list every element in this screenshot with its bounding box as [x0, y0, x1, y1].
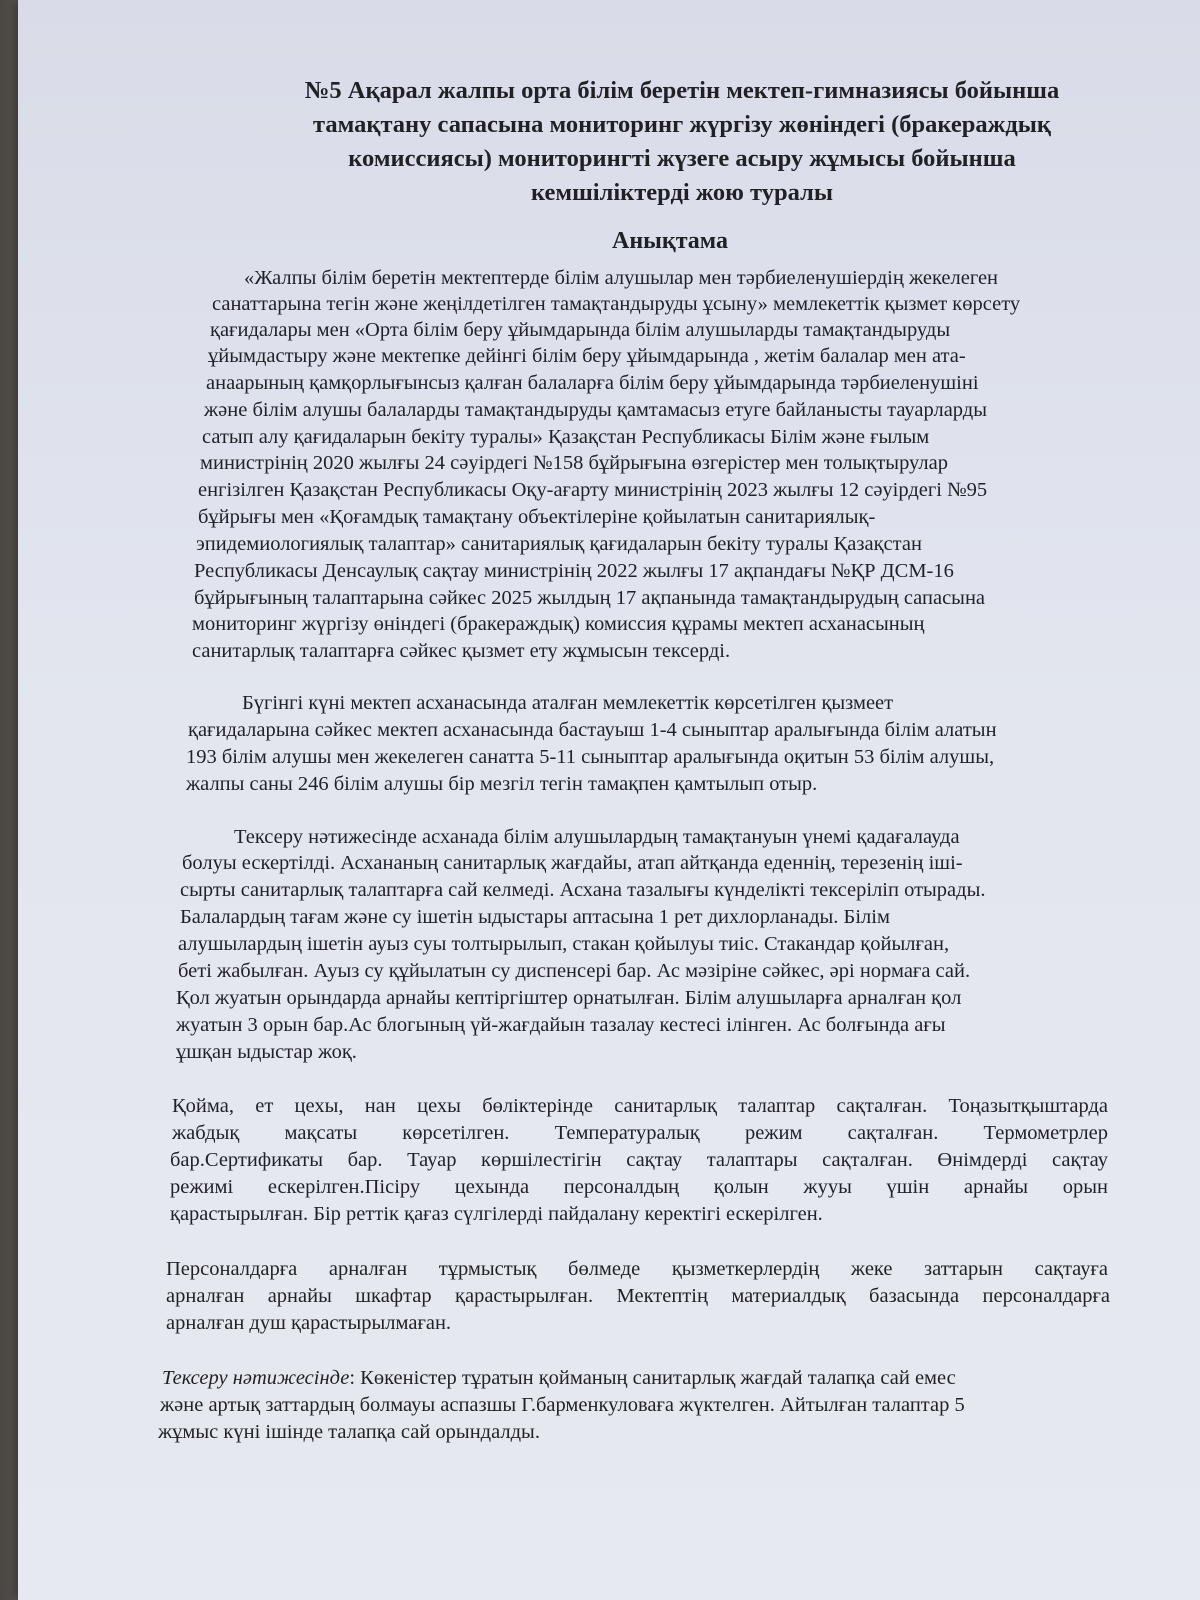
document-title [262, 74, 1102, 210]
paragraph-line: қағидаларына сәйкес мектеп асханасында бастауыш 1-4 сыныптар аралығында білім алатын [188, 719, 997, 741]
paragraph-text: : Көкеністер тұратын қойманың санитарлық жағдай талапқа сай емес [349, 1367, 956, 1389]
paragraph-line: және артық заттардың болмауы аспазшы Г.барменкуловаға жүктелген. Айтылған талаптар 5 [160, 1394, 965, 1416]
paragraph-line: енгізілген Қазақстан Республикасы Оқу-ағарту министрінің 2023 жылғы 12 сәуірдегі №95 [198, 479, 988, 501]
paragraph-line: ұйымдастыру және мектепке дейінгі білім беру ұйымдарында , жетім балалар мен ата- [208, 345, 966, 367]
paragraph-line: жалпы саны 246 білім алушы бір мезгіл тегін тамақпен қамтылып отыр. [186, 773, 818, 795]
paragraph-line: Тексеру нәтижесінде асханада білім алушылардың тамақтануын үнемі қадағалауда [234, 826, 960, 848]
paragraph-line: алушылардың ішетін ауыз суы толтырылып, стакан қойылуы тиіс. Стакандар қойылған, [178, 933, 950, 955]
paragraph-line: санаттарына тегін және жеңілдетілген тамақтандыруды ұсыну» мемлекеттік қызмет көрсету [212, 293, 1021, 315]
paragraph-line: беті жабылған. Ауыз су құйылатын су диспенсері бар. Ас мәзіріне сәйкес, әрі нормаға сай. [178, 960, 971, 982]
paragraph-line: Бүгінгі күні мектеп асханасында аталған мемлекеттік көрсетілген қызмеет [242, 692, 894, 714]
paragraph-line: бұйрығы мен «Қоғамдық тамақтану объектілеріне қойылатын санитариялық- [198, 506, 876, 528]
title-line: комиссиясы) мониторингті жүзеге асыру жұмысы бойынша [348, 145, 1016, 172]
paragraph-line: министрінің 2020 жылғы 24 сәуірдегі №158 бұйрығына өзгерістер мен толықтырулар [200, 452, 948, 474]
paragraph-line: арналған арнайы шкафтар қарастырылған. Мектептің материалдық базасында персоналдарға [166, 1285, 1110, 1307]
paragraph-line: болуы ескертілді. Асхананың санитарлық жағдайы, атап айтқанда еденнің, терезенің іші- [182, 852, 963, 874]
paragraph-line: бар.Сертификаты бар. Тауар көршілестігін сақтау талаптары сақталған. Өнімдерді сақтау [170, 1149, 1108, 1171]
paragraph-line: режимі ескерілген.Пісіру цехында персоналдың қолын жууы үшін арнайы орын [170, 1176, 1108, 1198]
paragraph-line: эпидемиологиялық талаптар» санитариялық қағидаларын бекіту туралы Қазақстан [196, 533, 922, 555]
paragraph-line: санитарлық талаптарға сәйкес қызмет ету жұмысын тексерді. [192, 640, 731, 662]
paragraph-line: анаарының қамқорлығынсыз қалған балаларға білім беру ұйымдарында тәрбиеленушіні [206, 372, 979, 394]
paragraph-line: Қойма, ет цехы, нан цехы бөліктерінде санитарлық талаптар сақталған. Тоңазытқыштарда [172, 1095, 1108, 1117]
paragraph-line: «Жалпы білім беретін мектептерде білім алушылар мен тәрбиеленушіердің жекелеген [244, 267, 999, 289]
title-line: №5 Ақарал жалпы орта білім беретін мектеп-гимназиясы бойынша [304, 77, 1060, 104]
paragraph-line: Республикасы Денсаулық сақтау министрінің 2022 жылғы 17 ақпандағы №ҚР ДСМ-16 [194, 560, 954, 582]
paragraph-line: қағидалары мен «Орта білім беру ұйымдарында білім алушыларды тамақтандыруды [210, 319, 951, 341]
paragraph-line: 193 білім алушы мен жекелеген санатта 5-11 сыныптар аралығында оқитын 53 білім алушы, [186, 746, 995, 768]
paragraph-line: қарастырылған. Бір реттік қағаз сүлгілерді пайдалану керектігі ескерілген. [170, 1203, 823, 1225]
paragraph-line: жуатын 3 орын бар.Ас блогының үй-жағдайын тазалау кестесі ілінген. Ас болғында ағы [176, 1014, 946, 1036]
paragraph-line: арналған душ қарастырылмаған. [166, 1312, 452, 1334]
title-line: кемшіліктерді жою туралы [531, 179, 833, 206]
title-line: тамақтану сапасына мониторинг жүргізу жөніндегі (бракераждық [312, 111, 1052, 138]
paragraph-line [162, 1366, 956, 1390]
paragraph-line: мониторинг жүргізу өніндегі (бракераждық) комиссия құрамы мектеп асханасының [192, 613, 925, 635]
paragraph-line: жұмыс күні ішінде талапқа сай орындалды. [158, 1421, 540, 1443]
paragraph-line: Балалардың тағам және су ішетін ыдыстары аптасына 1 рет дихлорланады. Білім [180, 906, 890, 928]
paragraph-line: жабдық мақсаты көрсетілген. Температуралық режим сақталған. Термометрлер [172, 1122, 1108, 1144]
paragraph-line: сатып алу қағидаларын бекіту туралы» Қазақстан Республикасы Білім және ғылым [202, 426, 930, 448]
paragraph-line: ұшқан ыдыстар жоқ. [176, 1041, 357, 1063]
paragraph-line: Қол жуатын орындарда арнайы кептіргіштер орнатылған. Білім алушыларға арналған қол [176, 987, 962, 1009]
paragraph-line: сырты санитарлық талаптарға сай келмеді. Асхана тазалығы күнделікті тексеріліп отырады. [180, 879, 986, 901]
paragraph-line: бұйрығының талаптарына сәйкес 2025 жылдың 17 ақпанында тамақтандырудың сапасына [194, 587, 986, 609]
paragraph-line: және білім алушы балаларды тамақтандыруды қамтамасыз етуге байланысты тауарларды [204, 399, 987, 421]
emphasis-lead: Тексеру нәтижесінде [162, 1367, 350, 1389]
paragraph-line: Персоналдарға арналған тұрмыстық бөлмеде қызметкерлердің жеке заттарын сақтауға [166, 1258, 1108, 1280]
document-subtitle: Анықтама [612, 228, 728, 254]
